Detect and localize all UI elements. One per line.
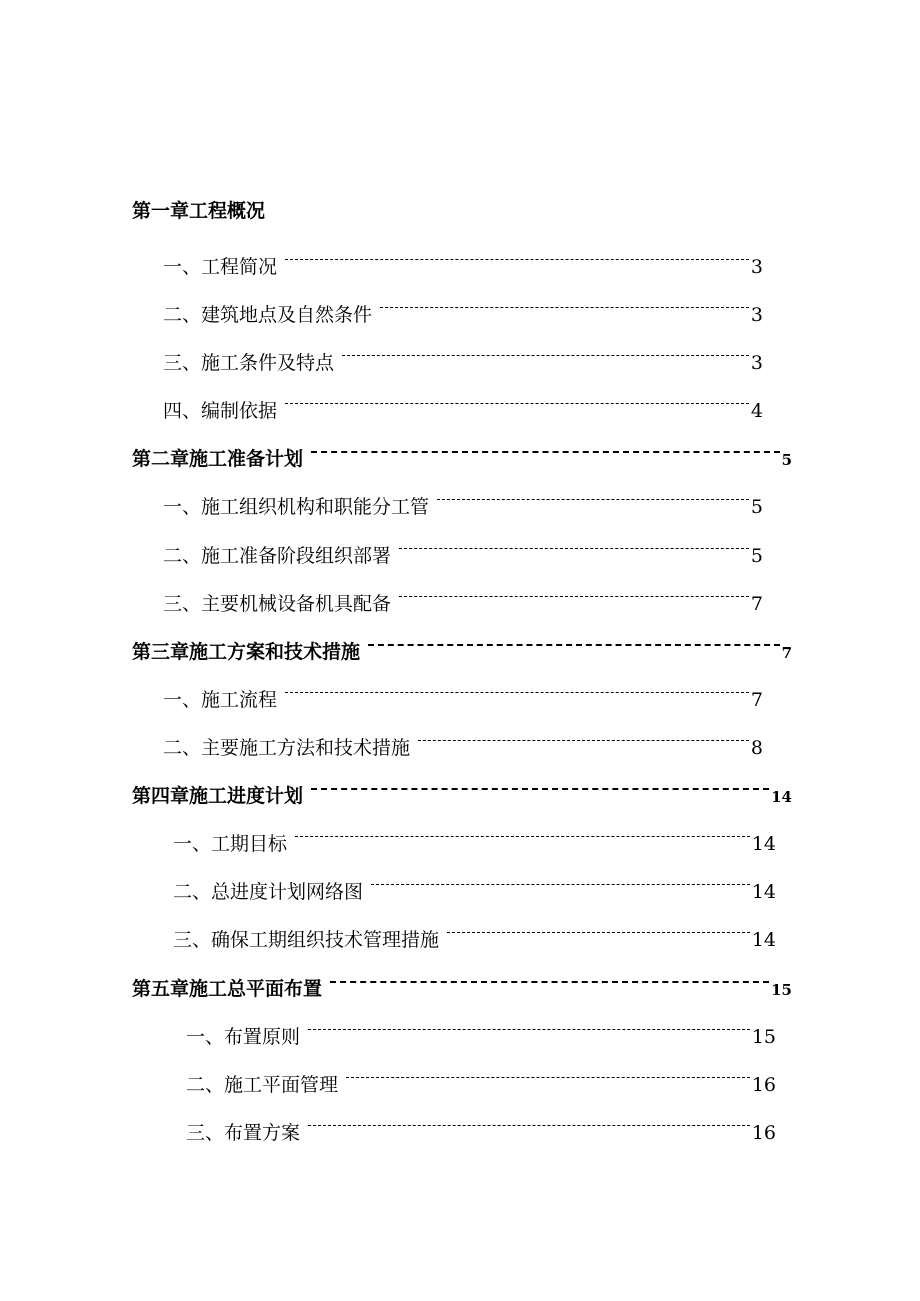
chapter-page: 15 (771, 981, 792, 999)
chapter-3-entry[interactable] (132, 628, 792, 663)
toc-entry[interactable] (163, 676, 763, 711)
toc-entry-label: 三、确保工期组织技术管理措施 (173, 929, 440, 951)
dot-leader (380, 291, 749, 321)
dot-leader (447, 916, 750, 946)
toc-entry-label: 三、主要机械设备机具配备 (163, 593, 392, 615)
toc-entry-label: 三、施工条件及特点 (163, 352, 335, 374)
toc-entry[interactable] (163, 724, 763, 759)
toc-entry-label: 四、编制依据 (163, 400, 278, 422)
toc-entry[interactable] (186, 1109, 776, 1144)
toc-entry-page: 16 (751, 1122, 776, 1144)
toc-entry-label: 一、工期目标 (173, 833, 288, 855)
chapter-2-entry[interactable] (132, 435, 792, 470)
toc-entry-label: 二、主要施工方法和技术措施 (163, 737, 411, 759)
chapter-title: 第二章施工准备计划 (132, 448, 304, 470)
toc-entry-page: 14 (751, 929, 776, 951)
chapter-title: 第五章施工总平面布置 (132, 978, 323, 1000)
toc-entry-page: 5 (750, 496, 763, 518)
toc-entry-label: 一、工程简况 (163, 256, 278, 278)
toc-entry-page: 5 (750, 545, 763, 567)
dot-leader (399, 580, 749, 610)
chapter-page: 7 (781, 644, 792, 662)
dot-leader (311, 772, 769, 802)
dot-leader (285, 676, 749, 706)
toc-entry[interactable] (163, 532, 763, 567)
toc-entry-label: 一、施工组织机构和职能分工管 (163, 496, 430, 518)
toc-entry-page: 3 (750, 352, 763, 374)
chapter-1-title[interactable]: 第一章工程概况 (132, 200, 266, 222)
chapter-page: 14 (771, 788, 792, 806)
dot-leader (371, 868, 750, 898)
toc-entry-page: 14 (751, 881, 776, 903)
toc-entry[interactable] (163, 483, 763, 518)
dot-leader (418, 724, 749, 754)
toc-entry[interactable] (173, 868, 776, 903)
toc-entry-page: 8 (750, 737, 763, 759)
toc-entry-page: 3 (750, 304, 763, 326)
chapter-page: 5 (781, 451, 792, 469)
toc-entry[interactable] (163, 291, 763, 326)
toc-entry[interactable] (163, 339, 763, 374)
dot-leader (342, 339, 749, 369)
toc-entry[interactable] (163, 243, 763, 278)
dot-leader (295, 820, 750, 850)
toc-entry[interactable] (163, 387, 763, 422)
toc-entry-page: 7 (750, 593, 763, 615)
toc-entry[interactable] (173, 916, 776, 951)
chapter-title: 第三章施工方案和技术措施 (132, 641, 361, 663)
dot-leader (285, 243, 749, 273)
toc-entry-page: 3 (750, 256, 763, 278)
toc-entry-label: 一、布置原则 (186, 1026, 301, 1048)
toc-entry-label: 二、总进度计划网络图 (173, 881, 364, 903)
toc-entry-label: 一、施工流程 (163, 689, 278, 711)
dot-leader (399, 532, 749, 562)
dot-leader (285, 387, 749, 417)
toc-entry[interactable] (173, 820, 776, 855)
toc-entry-label: 二、建筑地点及自然条件 (163, 304, 373, 326)
chapter-title: 第四章施工进度计划 (132, 785, 304, 807)
toc-entry-label: 二、施工准备阶段组织部署 (163, 545, 392, 567)
dot-leader (311, 435, 780, 465)
dot-leader (330, 965, 769, 995)
toc-entry[interactable] (186, 1061, 776, 1096)
dot-leader (368, 628, 780, 658)
toc-entry[interactable] (186, 1013, 776, 1048)
dot-leader (437, 483, 749, 513)
toc-entry-page: 7 (750, 689, 763, 711)
chapter-5-entry[interactable] (132, 965, 792, 1000)
toc-entry-label: 二、施工平面管理 (186, 1074, 339, 1096)
toc-entry-page: 4 (750, 400, 763, 422)
toc-entry-label: 三、布置方案 (186, 1122, 301, 1144)
chapter-4-entry[interactable] (132, 772, 792, 807)
toc-entry-page: 14 (751, 833, 776, 855)
toc-entry[interactable] (163, 580, 763, 615)
toc-entry-page: 15 (751, 1026, 776, 1048)
dot-leader (346, 1061, 750, 1091)
dot-leader (308, 1109, 750, 1139)
dot-leader (308, 1013, 750, 1043)
toc-entry-page: 16 (751, 1074, 776, 1096)
